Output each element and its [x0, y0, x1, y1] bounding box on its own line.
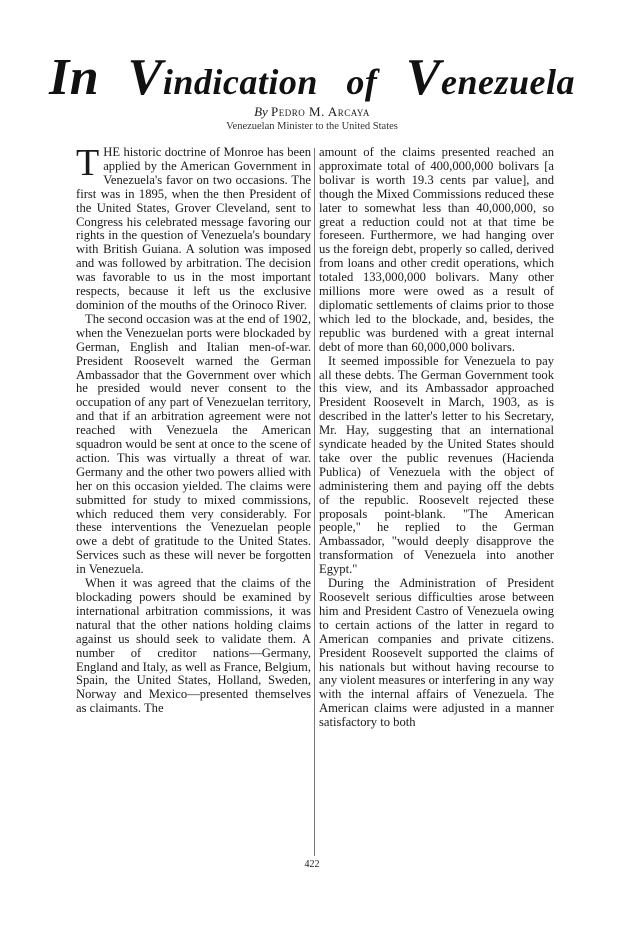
- paragraph: amount of the claims presented reached an approximate total of 400,000,000 bolivars [a bolivar is worth 19.3 cents par value], and though the Mixed Commissions reduced these later to somewhat less than 40,000,000, so great a reduction could not at that time be foreseen. Furthermore, we had hanging over us the foreign debt, properly so called, derived from loans and other credit operations, which totaled 133,000,000 bolivars. Many other millions more were owed as a result of diplomatic settlements of claims prior to those which led to the blockade, and, besides, the republic was burdened with a great internal debt of more than 60,000,000 bolivars.: [319, 145, 554, 354]
- paragraph: The second occasion was at the end of 1902, when the Venezuelan ports were blockaded by German, English and Italian men-of-war. President Roosevelt warned the German Ambassador that the Government over which he presided would never consent to the occupation of any part of Venezuelan territory, and that if an arbitration agreement were not reached with Venezuela the American squadron would be sent at once to the scene of action. This was virtually a threat of war. Germany and the other two powers allied with her on this occasion yielded. The claims were submitted for study to mixed commissions, which reduced them very considerably. For these interventions the Venezuelan people owe a debt of gratitude to the United States. Services such as these will never be forgotten in Venezuela.: [76, 311, 311, 577]
- title-word-in: In: [48, 49, 100, 106]
- column-divider: [314, 148, 315, 856]
- author-name: Pedro M. Arcaya: [271, 104, 370, 119]
- author-title: Venezuelan Minister to the United States: [226, 121, 398, 132]
- byline: [0, 104, 624, 120]
- paragraph: It seemed impossible for Venezuela to pay all these debts. The German Government took this view, and its Ambassador approached President Roosevelt in March, 1903, as is described in the latter's letter to his Secretary, Mr. Hay, suggesting that an international syndicate headed by the United States should take over the public revenues (Hacienda Publica) of Venezuela with the object of administering them and paying off the debts of the republic. Roosevelt rejected these proposals point-blank. "The American people," he replied to the German Ambassador, "would deeply disapprove the transformation of Venezuela into another Egypt.": [319, 353, 554, 577]
- right-column: [319, 146, 554, 730]
- title-initial-v1: V: [127, 49, 163, 106]
- title-word-of: of: [346, 62, 378, 102]
- drop-cap: T: [76, 142, 100, 184]
- title-initial-v2: V: [405, 49, 442, 106]
- paragraph: During the Administration of President Roosevelt serious difficulties arose between him and President Castro of Venezuela owing to certain actions of the latter in regard to American companies and private citizens. President Roosevelt supported the claims of his nationals but without having recourse to any violent measures or interfering in any way with the internal affairs of Venezuela. The American claims were adjusted in a manner satisfactory to both: [319, 576, 554, 730]
- title-word-enezuela: enezuela: [441, 62, 576, 102]
- paragraph: When it was agreed that the claims of the blockading powers should be examined by international arbitration commissions, it was natural that the other nations holding claims against us should seek to validate them. A number of creditor nations—Germany, England and Italy, as well as France, Belgium, Spain, the United States, Holland, Sweden, Norway and Mexico—presented themselves as claimants. The: [76, 576, 311, 716]
- page-number: 422: [304, 859, 320, 870]
- article-title: [0, 48, 624, 107]
- left-column: [76, 142, 311, 716]
- title-word-indication: indication: [162, 62, 318, 102]
- paragraph-text: HE historic doctrine of Monroe has been applied by the American Government in Venezuela's favor on two occasions. The first was in 1895, when the then President of the United States, Grover Cleveland, sent to Congress his celebrated message favoring our rights in the question of Venezuela's boundary with British Guiana. A solution was imposed and was followed by arbitration. The decision was favorable to us in the most important respects, because it left us the exclusive dominion of the mouths of the Orinoco River.: [76, 145, 311, 312]
- paragraph: [76, 142, 311, 313]
- byline-prefix: By: [254, 104, 268, 119]
